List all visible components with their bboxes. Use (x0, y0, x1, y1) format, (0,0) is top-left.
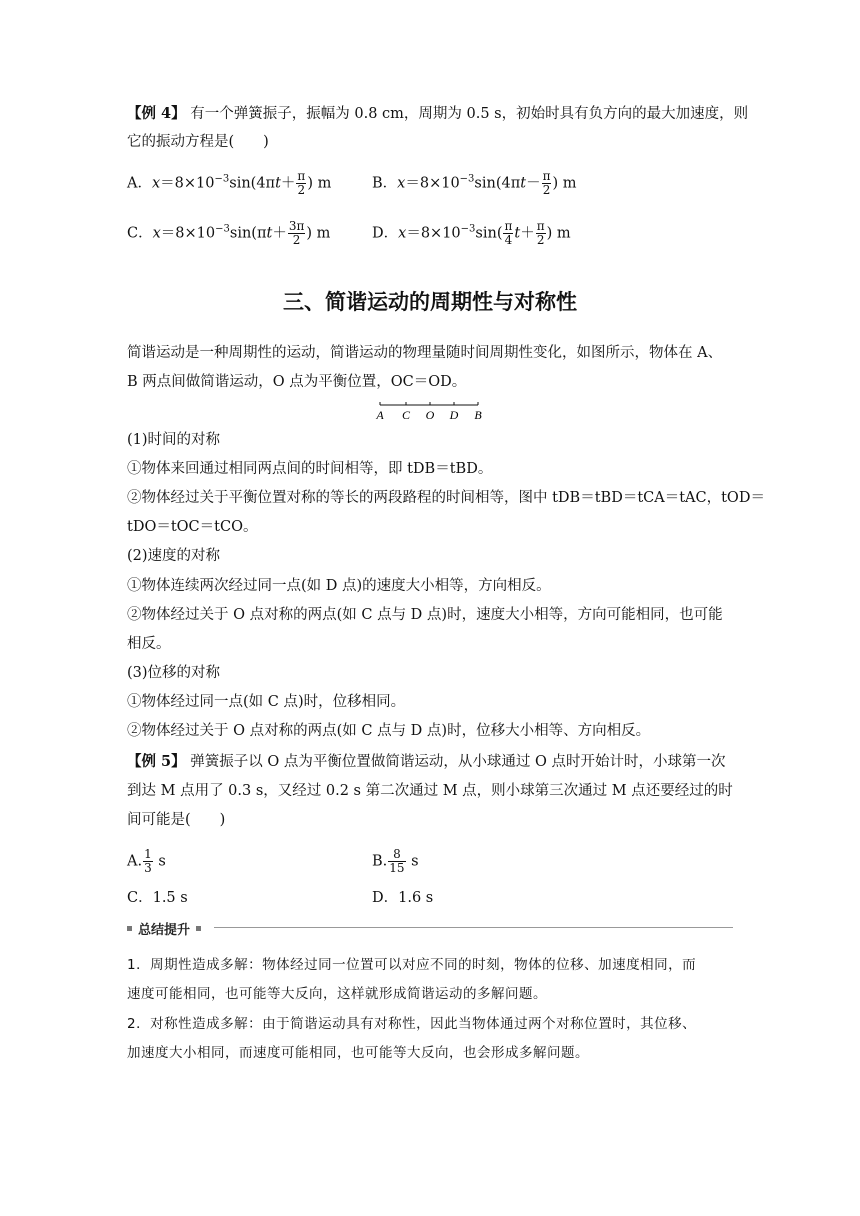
time-sym-item-2b: tDO＝tOC＝tCO。 (127, 519, 258, 535)
example-5-option-d: D．1.6 s (372, 890, 434, 906)
option-b-label: B． (372, 175, 398, 192)
time-sym-item-2a: ②物体经过关于平衡位置对称的等长的两段路程的时间相等，图中 tDB＝tBD＝tCA＝tAC，tOD＝ (127, 490, 765, 506)
example-5-text-1: 弹簧振子以 O 点为平衡位置做简谐运动，从小球通过 O 点时开始计时，小球第一次 (190, 754, 726, 770)
time-sym-heading: (1)时间的对称 (127, 432, 221, 448)
option-c: C．$x=8\times 10^{-3}\sin(\pi t+$ $\frac{3\pi}{2}$ ) m (127, 219, 331, 247)
velocity-sym-heading: (2)速度的对称 (127, 548, 221, 564)
example-4-line-1 (127, 104, 748, 124)
example-4-line-2: 它的振动方程是( ) (127, 134, 269, 150)
option-c-label: C． (127, 225, 153, 242)
summary-p1-line-1: 1．周期性造成多解：物体经过同一位置可以对应不同的时刻，物体的位移、加速度相同，而 (127, 957, 697, 973)
summary-label (127, 919, 207, 938)
option-d-label: D． (372, 225, 399, 242)
ex5-option-a-unit: s (158, 853, 166, 870)
ex5-option-a-denominator: 3 (144, 861, 152, 875)
summary-divider (214, 927, 733, 928)
summary-p2-line-2: 加速度大小相同，而速度可能相同，也可能等大反向，也会形成多解问题。 (127, 1045, 589, 1061)
option-a: A．$x=8\times 10^{-3}\sin(4\pi t+$ $\frac{\pi}{2}$ ) m (127, 169, 332, 197)
summary-p2-line-1: 2．对称性造成多解：由于简谐运动具有对称性，因此当物体通过两个对称位置时，其位移、 (127, 1016, 697, 1032)
example-5-option-c: C．1.5 s (127, 890, 188, 906)
ex5-option-a-numerator: 1 (144, 847, 152, 861)
ex5-option-b-label: B. (372, 853, 388, 870)
ex5-option-b-unit: s (411, 853, 419, 870)
option-d: D．$x=8\times 10^{-3}\sin$( $\frac{\pi}{4}$ t＋ $\frac{\pi}{2}$ ) m (372, 219, 571, 247)
example-5-option-b (372, 848, 419, 875)
summary-bullet-icon (127, 926, 132, 931)
example-4-text-1: 有一个弹簧振子，振幅为 0.8 cm，周期为 0.5 s，初始时具有负方向的最大加速度，则 (190, 106, 749, 122)
displacement-sym-heading: (3)位移的对称 (127, 665, 221, 681)
example-5-line-1 (127, 752, 725, 772)
point-label-d: D (449, 408, 459, 422)
velocity-sym-item-1: ①物体连续两次经过同一点(如 D 点)的速度大小相等，方向相反。 (127, 578, 551, 594)
summary-p1-line-2: 速度可能相同，也可能等大反向，这样就形成简谐运动的多解问题。 (127, 986, 547, 1002)
example-5-line-3: 间可能是( ) (127, 812, 226, 828)
intro-line-2: B 两点间做简谐运动，O 点为平衡位置，OC＝OD。 (127, 374, 467, 390)
velocity-sym-item-2a: ②物体经过关于 O 点对称的两点(如 C 点与 D 点)时，速度大小相等，方向可能相同，也可能 (127, 607, 723, 623)
displacement-sym-item-2: ②物体经过关于 O 点对称的两点(如 C 点与 D 点)时，位移大小相等、方向相反。 (127, 723, 651, 739)
point-label-a: A (376, 408, 384, 422)
option-b: B．$x=8\times 10^{-3}\sin(4\pi t-$ $\frac{\pi}{2}$ ) m (372, 169, 577, 197)
example-5-line-2: 到达 M 点用了 0.3 s，又经过 0.2 s 第二次通过 M 点，则小球第三次通过 M 点还要经过的时 (127, 783, 733, 799)
summary-label-text: 总结提升 (138, 923, 191, 938)
example-5-tag: 【例 5】 (127, 753, 186, 770)
intro-line-1: 简谐运动是一种周期性的运动，简谐运动的物理量随时间周期性变化，如图所示，物体在 A、 (127, 345, 723, 361)
example-4-tag: 【例 4】 (127, 105, 186, 122)
point-label-b: B (474, 408, 482, 422)
time-sym-item-1: ①物体来回通过相同两点间的时间相等，即 tDB＝tBD。 (127, 461, 493, 477)
axis-figure (370, 398, 490, 424)
point-label-c: C (401, 408, 411, 422)
ex5-option-b-denominator: 15 (389, 861, 405, 875)
example-5-option-a (127, 848, 166, 875)
ex5-option-a-label: A. (127, 853, 143, 870)
ex5-option-b-numerator: 8 (388, 848, 405, 862)
section-title: 三、简谐运动的周期性与对称性 (283, 290, 577, 314)
velocity-sym-item-2b: 相反。 (127, 636, 171, 652)
option-a-label: A． (127, 175, 152, 192)
displacement-sym-item-1: ①物体经过同一点(如 C 点)时，位移相同。 (127, 694, 406, 710)
summary-bullet-icon-2 (196, 926, 201, 931)
point-label-o: O (425, 408, 435, 422)
